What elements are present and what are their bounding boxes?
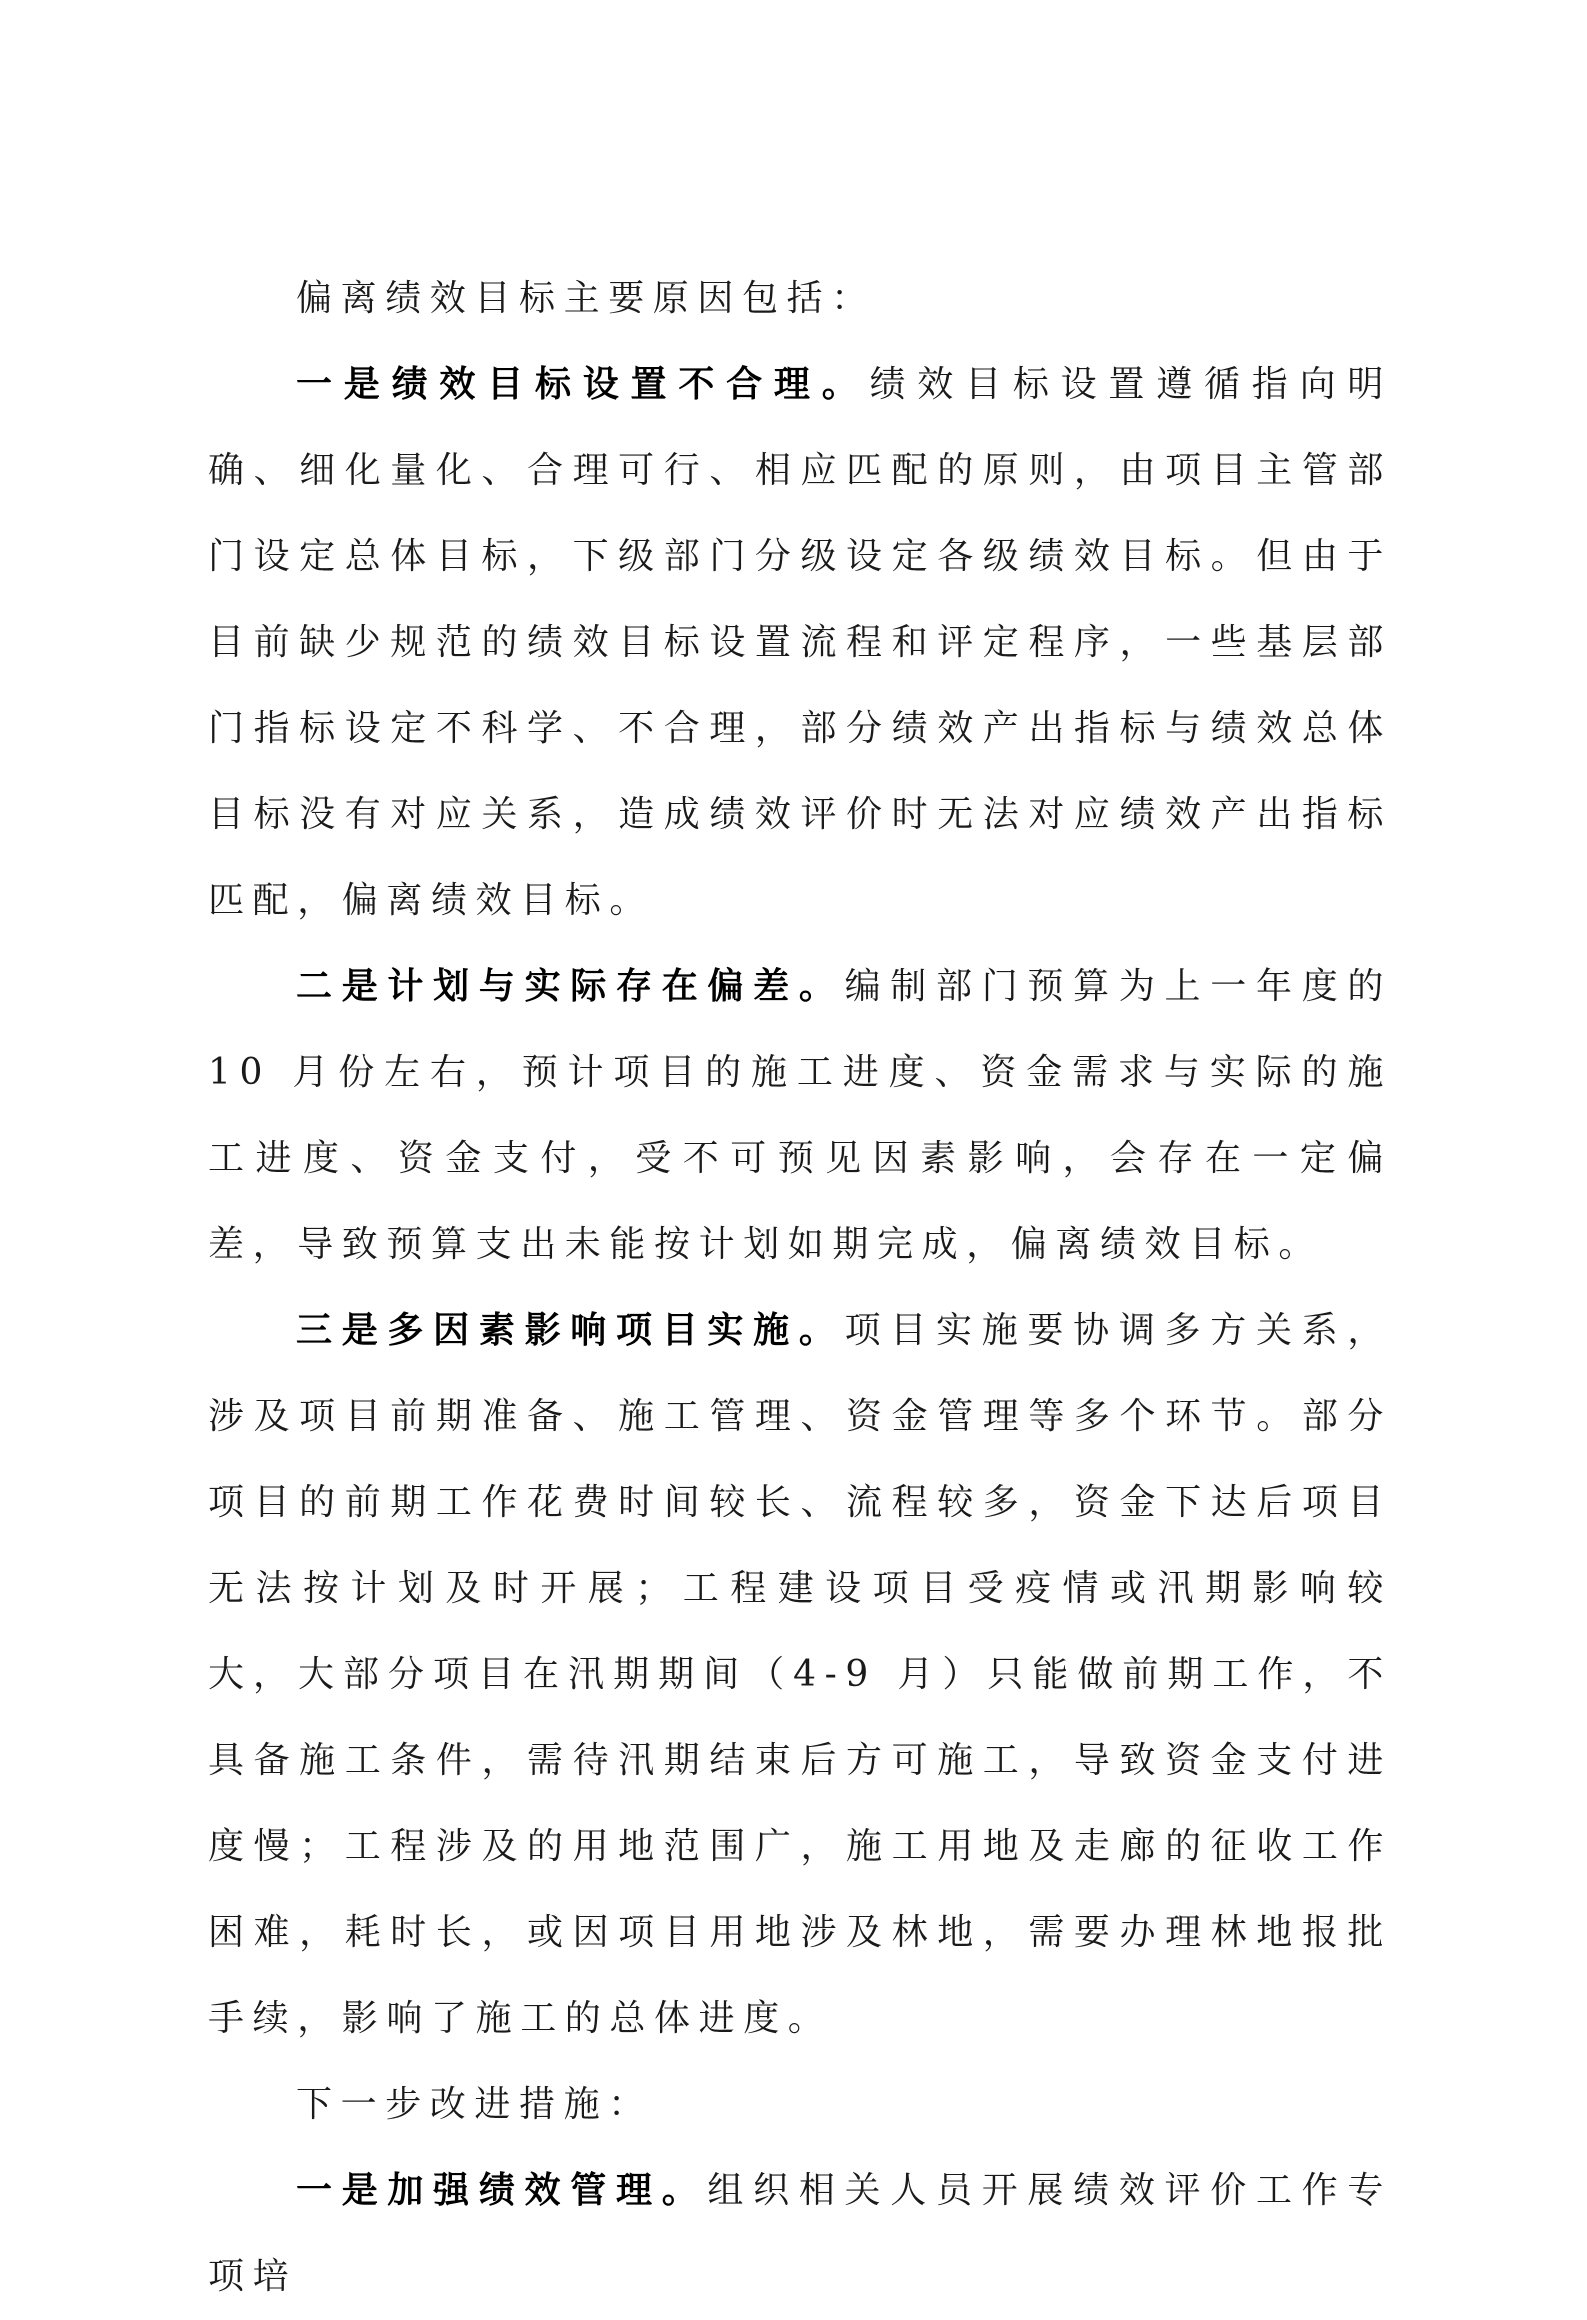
paragraph-text: 编制部门预算为上一年度的 10 月份左右，预计项目的施工进度、资金需求与实际的施工进度、资金支付，受不可预见因素影响，会存在一定偏差，导致预算支出未能按计划如期完成，偏离绩效目标。 — [208, 966, 1393, 1265]
paragraph-cause-2 — [208, 944, 1392, 1288]
paragraph-lead: 一是加强绩效管理。 — [296, 2170, 708, 2211]
paragraph-causes-intro — [208, 256, 1392, 342]
paragraph-cause-1 — [208, 342, 1392, 944]
paragraph-text: 绩效目标设置遵循指向明确、细化量化、合理可行、相应匹配的原则，由项目主管部门设定总体目标，下级部门分级设定各级绩效目标。但由于目前缺少规范的绩效目标设置流程和评定程序，一些基层部门指标设定不科学、不合理，部分绩效产出指标与绩效总体目标没有对应关系，造成绩效评价时无法对应绩效产出指标匹配，偏离绩效目标。 — [208, 364, 1392, 921]
paragraph-measures-intro — [208, 2062, 1392, 2148]
paragraph-text: 偏离绩效目标主要原因包括： — [296, 278, 876, 319]
paragraph-cause-3 — [208, 1288, 1392, 2062]
document-page — [208, 256, 1392, 2320]
paragraph-text: 项目实施要协调多方关系，涉及项目前期准备、施工管理、资金管理等多个环节。部分项目的前期工作花费时间较长、流程较多，资金下达后项目无法按计划及时开展；工程建设项目受疫情或汛期影响较大，大部分项目在汛期期间（4-9 月）只能做前期工作，不具备施工条件，需待汛期结束后方可施工，导致资金支付进度慢；工程涉及的用地范围广，施工用地及走廊的征收工作困难，耗时长，或因项目用地涉及林地，需要办理林地报批手续，影响了施工的总体进度。 — [208, 1310, 1393, 2039]
paragraph-text: 下一步改进措施： — [296, 2084, 653, 2125]
paragraph-lead: 二是计划与实际存在偏差。 — [296, 966, 845, 1007]
paragraph-measure-1 — [208, 2148, 1392, 2320]
paragraph-lead: 一是绩效目标设置不合理。 — [296, 364, 870, 405]
paragraph-text: 组织相关人员开展绩效评价工作专项培 — [208, 2170, 1392, 2297]
paragraph-lead: 三是多因素影响项目实施。 — [296, 1310, 845, 1351]
